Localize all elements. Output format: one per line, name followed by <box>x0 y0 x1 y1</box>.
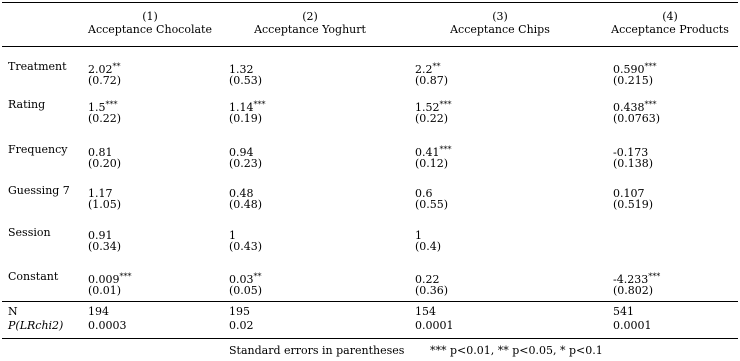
coefficient: 0.009*** <box>88 272 132 286</box>
column-number: (3) <box>492 10 508 23</box>
stat-value: 0.0001 <box>613 319 652 332</box>
standard-error: (0.87) <box>415 74 449 87</box>
standard-error: (0.0763) <box>613 112 661 125</box>
coefficient: 0.6 <box>415 187 433 200</box>
coefficient: 0.48 <box>229 187 254 200</box>
stat-value: 541 <box>613 305 634 318</box>
coefficient: 2.2** <box>415 62 441 76</box>
stat-value: 195 <box>229 305 250 318</box>
column-label: Acceptance Chocolate <box>88 23 212 36</box>
standard-error: (0.36) <box>415 284 449 297</box>
coefficient: 0.03** <box>229 272 262 286</box>
standard-error: (1.05) <box>88 198 122 211</box>
standard-error: (0.215) <box>613 74 654 87</box>
footnote-significance: *** p<0.01, ** p<0.05, * p<0.1 <box>430 344 603 357</box>
column-number: (2) <box>302 10 318 23</box>
column-number: (4) <box>662 10 678 23</box>
coefficient: 1.14*** <box>229 100 266 114</box>
standard-error: (0.53) <box>229 74 263 87</box>
stats-rule <box>2 301 738 302</box>
stat-value: 194 <box>88 305 109 318</box>
standard-error: (0.22) <box>415 112 449 125</box>
standard-error: (0.138) <box>613 157 654 170</box>
footnote-standard-errors: Standard errors in parentheses <box>229 344 405 357</box>
coefficient: 1.17 <box>88 187 113 200</box>
stat-value: 0.0001 <box>415 319 454 332</box>
standard-error: (0.48) <box>229 198 263 211</box>
standard-error: (0.01) <box>88 284 122 297</box>
coefficient: 1.52*** <box>415 100 452 114</box>
coefficient: 0.107 <box>613 187 645 200</box>
column-number: (1) <box>142 10 158 23</box>
coefficient: -4.233*** <box>613 272 661 286</box>
stat-value: 154 <box>415 305 436 318</box>
top-rule <box>2 2 738 3</box>
row-label: Rating <box>8 98 46 111</box>
row-label: Treatment <box>8 60 67 73</box>
coefficient: 0.81 <box>88 146 113 159</box>
column-label: Acceptance Products <box>611 23 729 36</box>
coefficient: 0.94 <box>229 146 254 159</box>
standard-error: (0.802) <box>613 284 654 297</box>
stat-label-n: N <box>8 305 18 318</box>
standard-error: (0.4) <box>415 240 442 253</box>
standard-error: (0.05) <box>229 284 263 297</box>
coefficient: 0.22 <box>415 273 440 286</box>
row-label: Constant <box>8 270 59 283</box>
coefficient: 1.32 <box>229 63 254 76</box>
coefficient: 0.438*** <box>613 100 657 114</box>
coefficient: 1 <box>229 229 236 242</box>
coefficient: 0.91 <box>88 229 113 242</box>
standard-error: (0.20) <box>88 157 122 170</box>
standard-error: (0.19) <box>229 112 263 125</box>
coefficient: 1.5*** <box>88 100 118 114</box>
coefficient: 0.590*** <box>613 62 657 76</box>
column-label: Acceptance Chips <box>450 23 550 36</box>
standard-error: (0.519) <box>613 198 654 211</box>
standard-error: (0.22) <box>88 112 122 125</box>
column-label: Acceptance Yoghurt <box>254 23 366 36</box>
stat-value: 0.0003 <box>88 319 127 332</box>
row-label: Guessing 7 <box>8 184 70 197</box>
standard-error: (0.12) <box>415 157 449 170</box>
bottom-rule <box>2 338 738 339</box>
coefficient: 2.02** <box>88 62 121 76</box>
row-label: Frequency <box>8 143 68 156</box>
coefficient: -0.173 <box>613 146 649 159</box>
header-rule <box>2 46 738 47</box>
standard-error: (0.34) <box>88 240 122 253</box>
stat-label-p-lrchi2: P(LRchi2) <box>8 319 64 332</box>
standard-error: (0.55) <box>415 198 449 211</box>
coefficient: 0.41*** <box>415 145 452 159</box>
row-label: Session <box>8 226 51 239</box>
standard-error: (0.72) <box>88 74 122 87</box>
standard-error: (0.43) <box>229 240 263 253</box>
coefficient: 1 <box>415 229 422 242</box>
standard-error: (0.23) <box>229 157 263 170</box>
stat-value: 0.02 <box>229 319 254 332</box>
